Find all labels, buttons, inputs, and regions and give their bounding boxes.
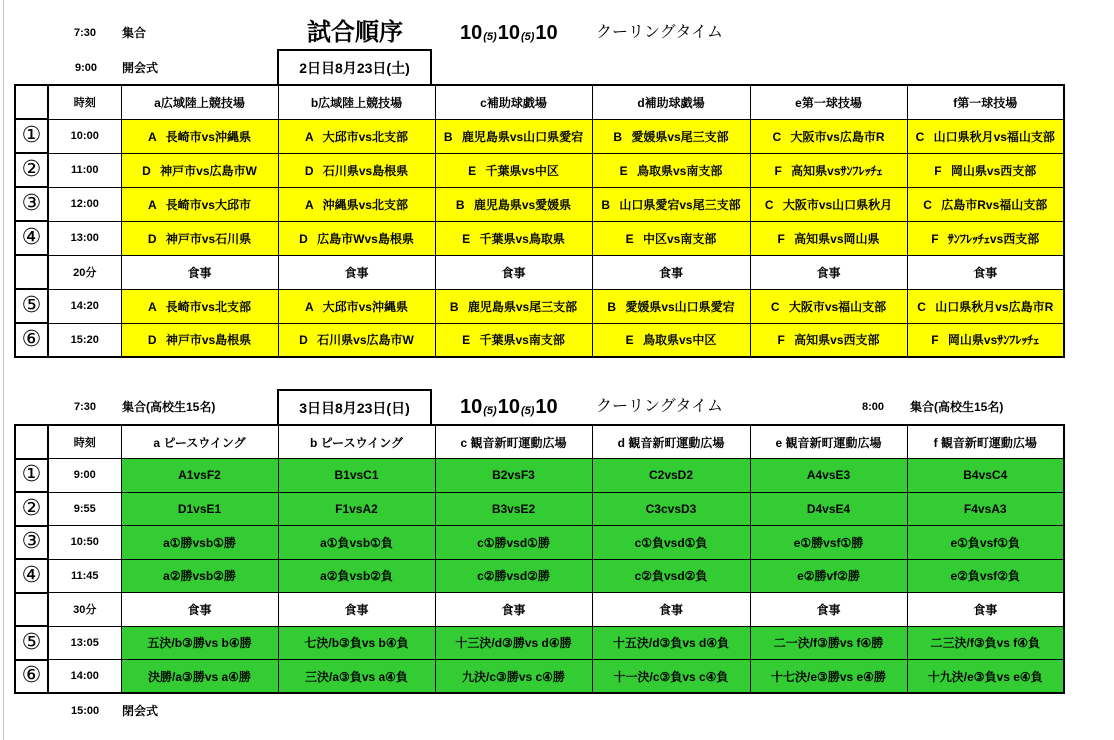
time-header: 時刻 xyxy=(48,85,121,119)
play-minutes: 10 xyxy=(460,22,483,44)
round-number: ③ xyxy=(15,526,48,560)
meal-cell: 食事 xyxy=(907,593,1064,627)
day3-second-assembly-label: 集合(高校生15名) xyxy=(910,400,1004,414)
match-cell: a①負vsb①負 xyxy=(278,526,435,560)
match-cell: B1vsC1 xyxy=(278,459,435,493)
match-cell: E 千葉県vs中区 xyxy=(435,153,592,187)
match-row xyxy=(15,492,1064,526)
match-row xyxy=(15,153,1064,187)
day3-second-assembly-time: 8:00 xyxy=(862,401,885,413)
match-cell: C 山口県秋月vs広島市R xyxy=(907,289,1064,323)
match-cell: A4vsE3 xyxy=(750,459,907,493)
start-time: 9:55 xyxy=(48,492,121,526)
match-cell: 九決/c③勝vs c④勝 xyxy=(435,660,592,694)
start-time: 9:00 xyxy=(48,459,121,493)
match-cell: A 大邱市vs北支部 xyxy=(278,119,435,153)
match-cell: A 長崎市vs大邱市 xyxy=(121,187,278,221)
match-cell: D 神戸市vs島根県 xyxy=(121,323,278,357)
meal-cell: 食事 xyxy=(750,593,907,627)
round-number-empty xyxy=(15,255,48,289)
table-header-row xyxy=(15,85,1064,119)
match-cell: e①勝vsf①勝 xyxy=(750,526,907,560)
match-cell: C 大阪市vs福山支部 xyxy=(750,289,907,323)
match-cell: 二一決/f③勝vs f④勝 xyxy=(750,626,907,660)
match-cell: A 沖縄県vs北支部 xyxy=(278,187,435,221)
meal-cell: 食事 xyxy=(435,593,592,627)
day3-date-label: 3日目8月23日(日) xyxy=(277,389,432,424)
start-time: 11:00 xyxy=(48,153,121,187)
venue-header: e第一球技場 xyxy=(750,85,907,119)
match-cell: B3vsE2 xyxy=(435,492,592,526)
match-cell: B 鹿児島県vs愛媛県 xyxy=(435,187,592,221)
meal-cell: 食事 xyxy=(121,593,278,627)
match-cell: E 千葉県vs南支部 xyxy=(435,323,592,357)
match-row xyxy=(15,187,1064,221)
closing-ceremony-label: 閉会式 xyxy=(122,704,159,718)
start-time: 14:00 xyxy=(48,660,121,694)
venue-header: b ピースウイング xyxy=(278,425,435,459)
venue-header: f第一球技場 xyxy=(907,85,1064,119)
break-minutes: (5) xyxy=(483,31,497,43)
meal-cell: 食事 xyxy=(592,593,750,627)
round-number: ④ xyxy=(15,221,48,255)
match-cell: e①負vsf①負 xyxy=(907,526,1064,560)
round-number: ⑥ xyxy=(15,660,48,694)
start-time: 11:45 xyxy=(48,559,121,593)
match-cell: F 岡山県vsｻﾝﾌﾚｯﾁｪ xyxy=(907,323,1064,357)
match-cell: F4vsA3 xyxy=(907,492,1064,526)
round-number: ① xyxy=(15,119,48,153)
match-cell: c②勝vsd②勝 xyxy=(435,559,592,593)
time-header: 時刻 xyxy=(48,425,121,459)
match-row xyxy=(15,323,1064,357)
meal-break-row xyxy=(15,593,1064,627)
match-row xyxy=(15,526,1064,560)
match-cell: E 鳥取県vs中区 xyxy=(592,323,750,357)
match-cell: 十三決/d③勝vs d④勝 xyxy=(435,626,592,660)
match-cell: B 鹿児島県vs山口県愛宕 xyxy=(435,119,592,153)
match-cell: A1vsF2 xyxy=(121,459,278,493)
match-cell: c①勝vsd①勝 xyxy=(435,526,592,560)
match-cell: E 千葉県vs鳥取県 xyxy=(435,221,592,255)
round-number: ② xyxy=(15,153,48,187)
match-cell: e②勝vf②勝 xyxy=(750,559,907,593)
match-cell: F 岡山県vs西支部 xyxy=(907,153,1064,187)
day3-assembly-time: 7:30 xyxy=(74,401,97,413)
day2-cooling-label: クーリングタイム xyxy=(596,24,724,41)
meal-cell: 食事 xyxy=(592,255,750,289)
match-cell: c①負vsd①負 xyxy=(592,526,750,560)
match-cell: B 鹿児島県vs尾三支部 xyxy=(435,289,592,323)
match-cell: F ｻﾝﾌﾚｯﾁｪvs西支部 xyxy=(907,221,1064,255)
match-cell: B 山口県愛宕vs尾三支部 xyxy=(592,187,750,221)
table-header-row xyxy=(15,425,1064,459)
venue-header: c補助球戯場 xyxy=(435,85,592,119)
match-cell: e②負vsf②負 xyxy=(907,559,1064,593)
match-cell: C2vsD2 xyxy=(592,459,750,493)
start-time: 10:50 xyxy=(48,526,121,560)
round-number: ⑤ xyxy=(15,289,48,323)
match-row xyxy=(15,626,1064,660)
break-duration: 20分 xyxy=(48,255,121,289)
match-cell: 十五決/d③負vs d④負 xyxy=(592,626,750,660)
match-cell: a①勝vsb①勝 xyxy=(121,526,278,560)
round-number: ④ xyxy=(15,559,48,593)
opening-time: 9:00 xyxy=(75,62,98,74)
play-minutes: 10 xyxy=(535,22,558,44)
match-cell: 十一決/c③負vs c④負 xyxy=(592,660,750,694)
match-cell: A 長崎市vs沖縄県 xyxy=(121,119,278,153)
match-cell: D1vsE1 xyxy=(121,492,278,526)
page-edge-line xyxy=(3,0,4,740)
play-minutes: 10 xyxy=(497,22,520,44)
day3-cooling-pattern xyxy=(460,395,558,423)
match-cell: D4vsE4 xyxy=(750,492,907,526)
closing-time: 15:00 xyxy=(71,705,100,717)
opening-ceremony-label: 開会式 xyxy=(122,61,159,75)
match-row xyxy=(15,559,1064,593)
match-cell: 十九決/e③負vs e④負 xyxy=(907,660,1064,694)
day2-cooling-pattern xyxy=(460,21,558,49)
match-cell: B4vsC4 xyxy=(907,459,1064,493)
match-cell: 決勝/a③勝vs a④勝 xyxy=(121,660,278,694)
match-cell: C 広島市Rvs福山支部 xyxy=(907,187,1064,221)
meal-cell: 食事 xyxy=(435,255,592,289)
meal-cell: 食事 xyxy=(907,255,1064,289)
day2-schedule-table xyxy=(14,84,1065,358)
meal-cell: 食事 xyxy=(121,255,278,289)
match-cell: F 高知県vs岡山県 xyxy=(750,221,907,255)
match-cell: B2vsF3 xyxy=(435,459,592,493)
start-time: 12:00 xyxy=(48,187,121,221)
match-cell: C 山口県秋月vs福山支部 xyxy=(907,119,1064,153)
start-time: 10:00 xyxy=(48,119,121,153)
venue-header: c 観音新町運動広場 xyxy=(435,425,592,459)
break-minutes: (5) xyxy=(520,31,535,43)
match-row xyxy=(15,459,1064,493)
venue-header: a ピースウイング xyxy=(121,425,278,459)
match-cell: D 石川県vs島根県 xyxy=(278,153,435,187)
match-cell: D 神戸市vs広島市W xyxy=(121,153,278,187)
match-cell: B 愛媛県vs尾三支部 xyxy=(592,119,750,153)
meal-break-row xyxy=(15,255,1064,289)
match-cell: C 大阪市vs広島市R xyxy=(750,119,907,153)
match-cell: 三決/a③負vs a④負 xyxy=(278,660,435,694)
match-cell: D 広島市Wvs島根県 xyxy=(278,221,435,255)
meal-cell: 食事 xyxy=(278,593,435,627)
match-cell: B 愛媛県vs山口県愛宕 xyxy=(592,289,750,323)
venue-header: a広域陸上競技場 xyxy=(121,85,278,119)
page-title: 試合順序 xyxy=(307,19,403,46)
match-cell: A 大邱市vs沖縄県 xyxy=(278,289,435,323)
day2-assembly-label: 集合 xyxy=(122,26,147,40)
start-time: 14:20 xyxy=(48,289,121,323)
match-cell: 十七決/e③勝vs e④勝 xyxy=(750,660,907,694)
venue-header: f 観音新町運動広場 xyxy=(907,425,1064,459)
day3-schedule-table xyxy=(14,424,1065,694)
match-cell: 五決/b③勝vs b④勝 xyxy=(121,626,278,660)
venue-header: d 観音新町運動広場 xyxy=(592,425,750,459)
round-number-header xyxy=(15,425,48,459)
match-cell: D 石川県vs広島市W xyxy=(278,323,435,357)
match-cell: c②負vsd②負 xyxy=(592,559,750,593)
venue-header: d補助球戯場 xyxy=(592,85,750,119)
match-cell: F 高知県vs西支部 xyxy=(750,323,907,357)
round-number: ③ xyxy=(15,187,48,221)
break-minutes: (5) xyxy=(520,405,535,417)
match-cell: C 大阪市vs山口県秋月 xyxy=(750,187,907,221)
break-minutes: (5) xyxy=(483,405,497,417)
match-cell: a②負vsb②負 xyxy=(278,559,435,593)
match-cell: C3cvsD3 xyxy=(592,492,750,526)
round-number: ② xyxy=(15,492,48,526)
match-cell: D 神戸市vs石川県 xyxy=(121,221,278,255)
day2-assembly-time: 7:30 xyxy=(74,27,97,39)
play-minutes: 10 xyxy=(535,396,558,418)
start-time: 15:20 xyxy=(48,323,121,357)
round-number: ⑥ xyxy=(15,323,48,357)
start-time: 13:05 xyxy=(48,626,121,660)
venue-header: e 観音新町運動広場 xyxy=(750,425,907,459)
meal-cell: 食事 xyxy=(278,255,435,289)
meal-cell: 食事 xyxy=(750,255,907,289)
break-duration: 30分 xyxy=(48,593,121,627)
match-row xyxy=(15,119,1064,153)
play-minutes: 10 xyxy=(497,396,520,418)
day3-cooling-label: クーリングタイム xyxy=(596,398,724,415)
match-cell: F1vsA2 xyxy=(278,492,435,526)
match-cell: E 鳥取県vs南支部 xyxy=(592,153,750,187)
match-row xyxy=(15,289,1064,323)
match-row xyxy=(15,221,1064,255)
match-cell: F 高知県vsｻﾝﾌﾚｯﾁｪ xyxy=(750,153,907,187)
match-row xyxy=(15,660,1064,694)
match-cell: 七決/b③負vs b④負 xyxy=(278,626,435,660)
match-cell: 二三決/f③負vs f④負 xyxy=(907,626,1064,660)
match-cell: a②勝vsb②勝 xyxy=(121,559,278,593)
play-minutes: 10 xyxy=(460,396,483,418)
day2-date-label: 2日目8月23日(土) xyxy=(277,49,432,84)
round-number: ⑤ xyxy=(15,626,48,660)
match-cell: A 長崎市vs北支部 xyxy=(121,289,278,323)
start-time: 13:00 xyxy=(48,221,121,255)
round-number-empty xyxy=(15,593,48,627)
match-cell: E 中区vs南支部 xyxy=(592,221,750,255)
day3-assembly-label: 集合(高校生15名) xyxy=(122,400,216,414)
round-number-header xyxy=(15,85,48,119)
venue-header: b広域陸上競技場 xyxy=(278,85,435,119)
round-number: ① xyxy=(15,459,48,493)
